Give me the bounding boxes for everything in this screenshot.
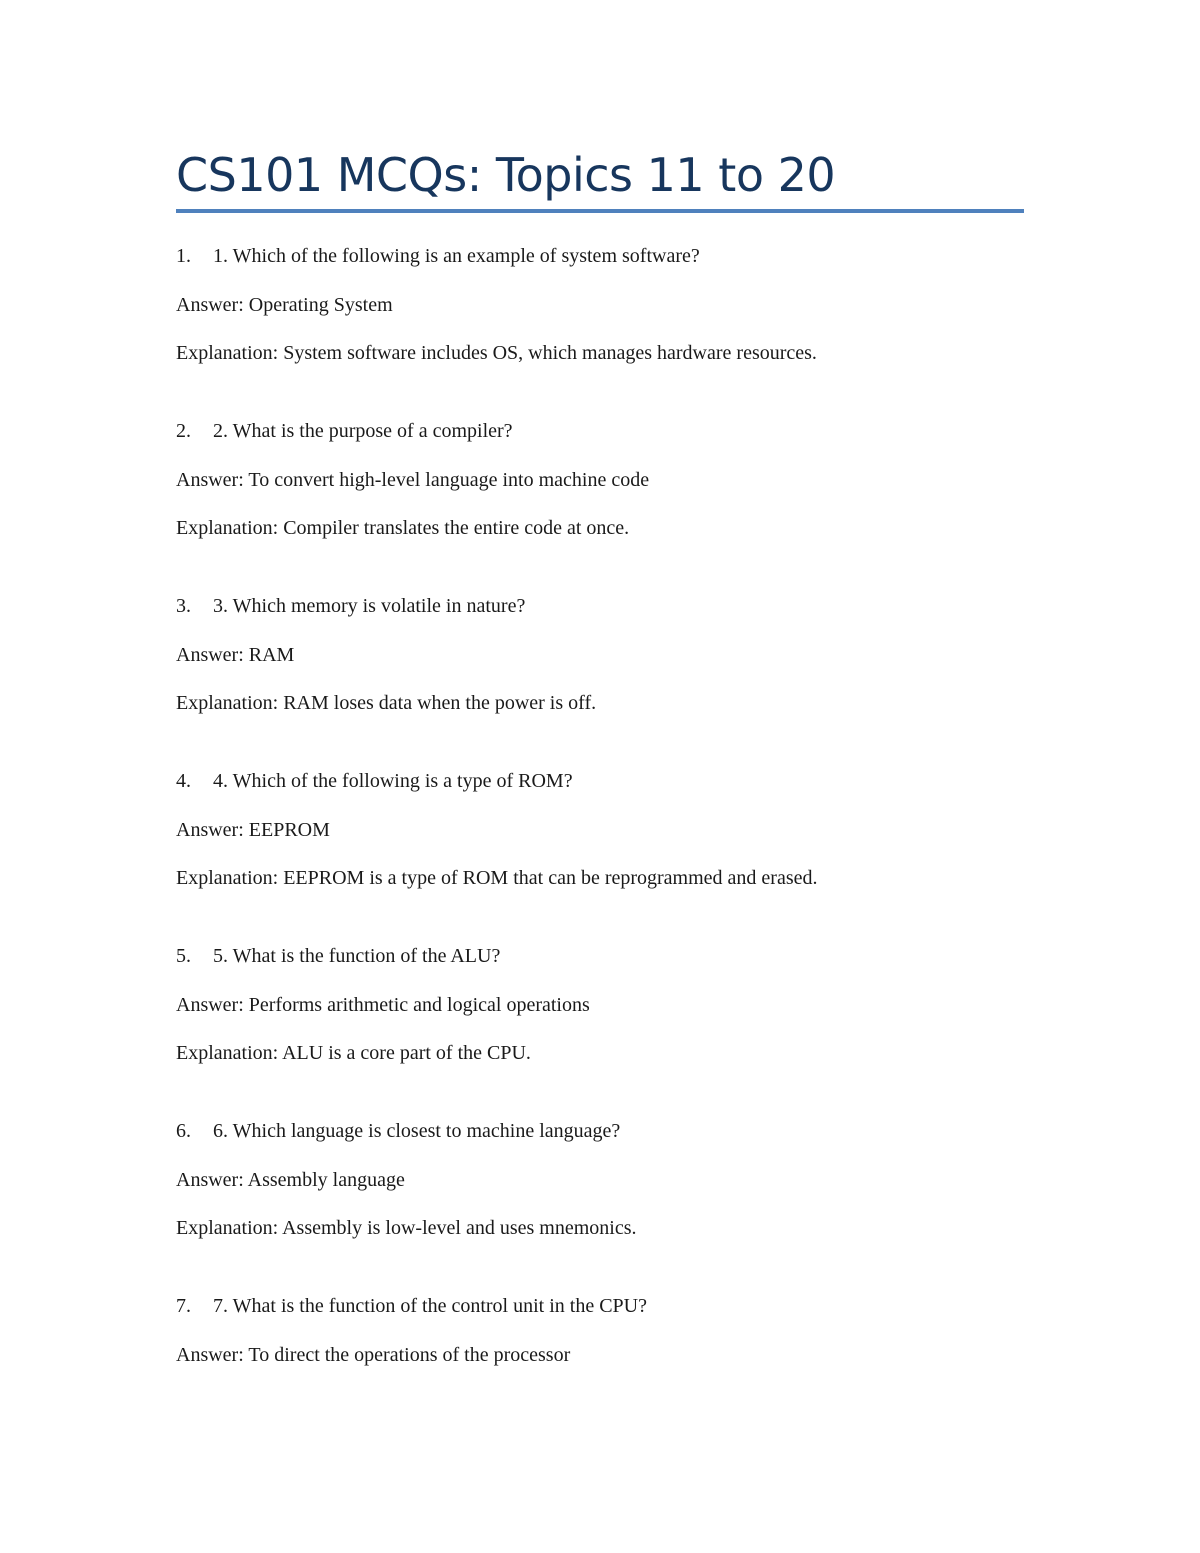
mcq-answer: Answer: To direct the operations of the processor bbox=[176, 1344, 571, 1366]
mcq-answer: Answer: EEPROM bbox=[176, 819, 330, 841]
mcq-question-text: 5. What is the function of the ALU? bbox=[213, 945, 501, 967]
document-title: CS101 MCQs: Topics 11 to 20 bbox=[176, 148, 836, 202]
mcq-question bbox=[176, 768, 573, 794]
mcq-question-text: 7. What is the function of the control unit in the CPU? bbox=[213, 1295, 648, 1317]
mcq-answer: Answer: Assembly language bbox=[176, 1169, 405, 1191]
mcq-question-text: 6. Which language is closest to machine language? bbox=[213, 1120, 621, 1142]
mcq-answer: Answer: To convert high-level language into machine code bbox=[176, 469, 650, 491]
mcq-answer: Answer: Performs arithmetic and logical operations bbox=[176, 994, 590, 1016]
mcq-list-number: 4. bbox=[176, 770, 191, 792]
mcq-explanation: Explanation: RAM loses data when the power is off. bbox=[176, 692, 597, 714]
mcq-explanation: Explanation: ALU is a core part of the CPU. bbox=[176, 1042, 531, 1064]
mcq-list-number: 2. bbox=[176, 420, 191, 442]
mcq-answer: Answer: RAM bbox=[176, 644, 295, 666]
mcq-question-text: 4. Which of the following is a type of ROM? bbox=[213, 770, 573, 792]
mcq-question bbox=[176, 593, 525, 619]
mcq-question bbox=[176, 1118, 620, 1144]
mcq-list-number: 5. bbox=[176, 945, 191, 967]
mcq-explanation: Explanation: Assembly is low-level and uses mnemonics. bbox=[176, 1217, 637, 1239]
mcq-question-text: 3. Which memory is volatile in nature? bbox=[213, 595, 526, 617]
mcq-list-number: 1. bbox=[176, 245, 191, 267]
mcq-explanation: Explanation: Compiler translates the entire code at once. bbox=[176, 517, 630, 539]
mcq-list-number: 6. bbox=[176, 1120, 191, 1142]
mcq-answer: Answer: Operating System bbox=[176, 294, 393, 316]
mcq-question bbox=[176, 418, 513, 444]
mcq-question-text: 2. What is the purpose of a compiler? bbox=[213, 420, 513, 442]
mcq-list-number: 7. bbox=[176, 1295, 191, 1317]
mcq-question bbox=[176, 1293, 647, 1319]
mcq-list-number: 3. bbox=[176, 595, 191, 617]
mcq-question bbox=[176, 943, 500, 969]
mcq-question bbox=[176, 243, 700, 269]
title-underline-rule bbox=[176, 209, 1024, 213]
mcq-explanation: Explanation: System software includes OS, which manages hardware resources. bbox=[176, 342, 817, 364]
mcq-explanation: Explanation: EEPROM is a type of ROM that can be reprogrammed and erased. bbox=[176, 867, 818, 889]
mcq-question-text: 1. Which of the following is an example of system software? bbox=[213, 245, 700, 267]
